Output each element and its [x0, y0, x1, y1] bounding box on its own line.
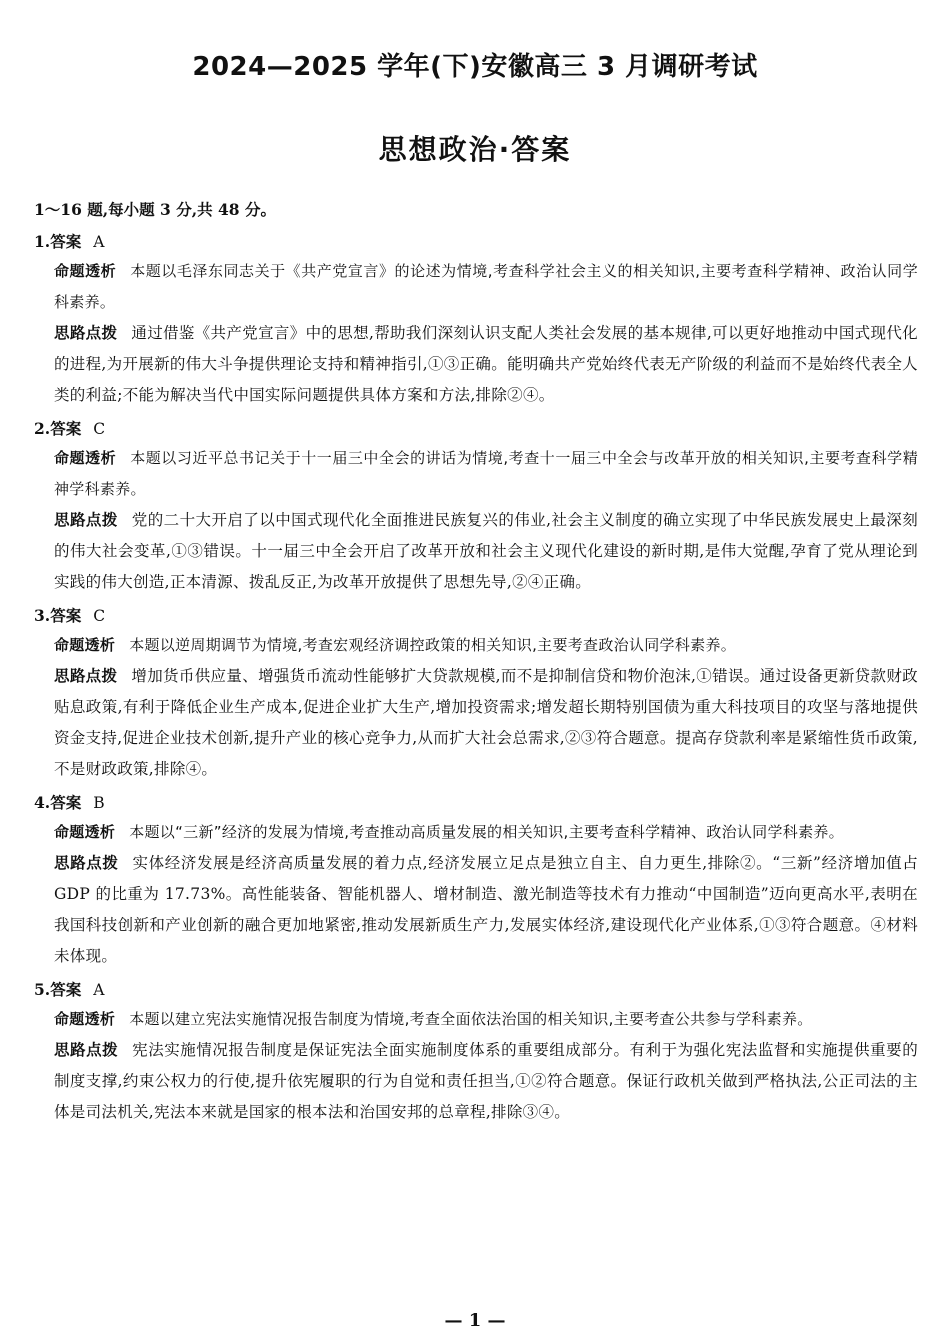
question-3-header [34, 602, 918, 630]
hint-text: 通过借鉴《共产党宣言》中的思想,帮助我们深刻认识支配人类社会发展的基本规律,可以更好地推动中国式现代化的进程,为开展新的伟大斗争提供理论支持和精神指引,①③正确。能明确共产党始终代表无产阶级的利益而不是始终代表全人类的利益;不能为解决当代中国实际问题提供具体方案和方法,排除②④。 [54, 324, 918, 404]
analysis-label: 命题透析 [54, 823, 116, 841]
analysis-label: 命题透析 [54, 1010, 116, 1028]
question-5 [34, 976, 918, 1128]
analysis-paragraph [54, 630, 918, 661]
answer-label: 答案 [50, 233, 82, 251]
question-number: 4. [34, 793, 51, 812]
hint-label: 思路点拨 [54, 854, 119, 872]
hint-label: 思路点拨 [54, 324, 118, 342]
question-5-header [34, 976, 918, 1004]
analysis-text: 本题以逆周期调节为情境,考查宏观经济调控政策的相关知识,主要考查政治认同学科素养。 [129, 636, 737, 654]
analysis-text: 本题以毛泽东同志关于《共产党宣言》的论述为情境,考查科学社会主义的相关知识,主要考查科学精神、政治认同学科素养。 [54, 262, 918, 311]
analysis-paragraph [54, 256, 918, 318]
hint-text: 增加货币供应量、增强货币流动性能够扩大贷款规模,而不是抑制信贷和物价泡沫,①错误。通过设备更新贷款财政贴息政策,有利于降低企业生产成本,促进企业扩大生产,增加投资需求;增发超长期特别国债为重大科技项目的攻坚与落地提供资金支持,促进企业技术创新,提升产业的核心竞争力,从而扩大社会总需求,②③符合题意。提高存贷款利率是紧缩性货币政策,不是财政政策,排除④。 [54, 667, 918, 778]
answer-label: 答案 [50, 607, 82, 625]
answer-choice: A [93, 981, 105, 999]
answer-choice: C [93, 607, 106, 625]
hint-paragraph [54, 1035, 918, 1128]
question-1-header [34, 228, 918, 256]
answer-label: 答案 [50, 981, 82, 999]
question-1 [34, 228, 918, 411]
question-4-header [34, 789, 918, 817]
answer-choice: C [93, 420, 106, 438]
scoring-intro: 1～16 题,每小题 3 分,共 48 分。 [34, 200, 276, 219]
question-number: 5. [34, 980, 51, 999]
question-4 [34, 789, 918, 972]
analysis-paragraph [54, 1004, 918, 1035]
hint-paragraph [54, 848, 918, 972]
hint-paragraph [54, 505, 918, 598]
hint-text: 实体经济发展是经济高质量发展的着力点,经济发展立足点是独立自主、自力更生,排除②。“三新”经济增加值占 GDP 的比重为 17.73%。高性能装备、智能机器人、增材制造、激光制造等技术有力推动“中国制造”迈向更高水平,表明在我国科技创新和产业创新的融合更加地紧密,推动发展新质生产力,发展实体经济,建设现代化产业体系,①③符合题意。④材料未体现。 [54, 854, 918, 965]
page-subtitle: 思想政治·答案 [378, 133, 572, 166]
hint-label: 思路点拨 [54, 1041, 119, 1059]
hint-text: 党的二十大开启了以中国式现代化全面推进民族复兴的伟业,社会主义制度的确立实现了中华民族发展史上最深刻的伟大社会变革,①③错误。十一届三中全会开启了改革开放和社会主义现代化建设的新时期,是伟大觉醒,孕育了党从理论到实践的伟大创造,正本清源、拨乱反正,为改革开放提供了思想先导,②④正确。 [54, 511, 918, 591]
question-number: 3. [34, 606, 51, 625]
answer-label: 答案 [50, 420, 82, 438]
page-title: 2024—2025 学年(下)安徽高三 3 月调研考试 [192, 52, 758, 82]
analysis-paragraph [54, 817, 918, 848]
analysis-label: 命题透析 [54, 449, 117, 467]
question-number: 1. [34, 232, 51, 251]
answer-label: 答案 [50, 794, 82, 812]
analysis-paragraph [54, 443, 918, 505]
hint-text: 宪法实施情况报告制度是保证宪法全面实施制度体系的重要组成部分。有利于为强化宪法监督和实施提供重要的制度支撑,约束公权力的行使,提升依宪履职的行为自觉和责任担当,①②符合题意。保证行政机关做到严格执法,公正司法的主体是司法机关,宪法本来就是国家的根本法和治国安邦的总章程,排除③④。 [54, 1041, 918, 1121]
question-2 [34, 415, 918, 598]
hint-paragraph [54, 318, 918, 411]
analysis-text: 本题以习近平总书记关于十一届三中全会的讲话为情境,考查十一届三中全会与改革开放的相关知识,主要考查科学精神学科素养。 [54, 449, 918, 498]
page-number: — 1 — [444, 1310, 506, 1331]
question-3 [34, 602, 918, 785]
analysis-label: 命题透析 [54, 636, 116, 654]
answer-choice: A [93, 233, 105, 251]
answer-content [34, 196, 918, 1132]
question-2-header [34, 415, 918, 443]
analysis-text: 本题以“三新”经济的发展为情境,考查推动高质量发展的相关知识,主要考查科学精神、政治认同学科素养。 [129, 823, 844, 841]
hint-paragraph [54, 661, 918, 785]
analysis-text: 本题以建立宪法实施情况报告制度为情境,考查全面依法治国的相关知识,主要考查公共参与学科素养。 [129, 1010, 813, 1028]
hint-label: 思路点拨 [54, 511, 118, 529]
hint-label: 思路点拨 [54, 667, 118, 685]
analysis-label: 命题透析 [54, 262, 117, 280]
question-number: 2. [34, 419, 51, 438]
answer-choice: B [93, 794, 105, 812]
